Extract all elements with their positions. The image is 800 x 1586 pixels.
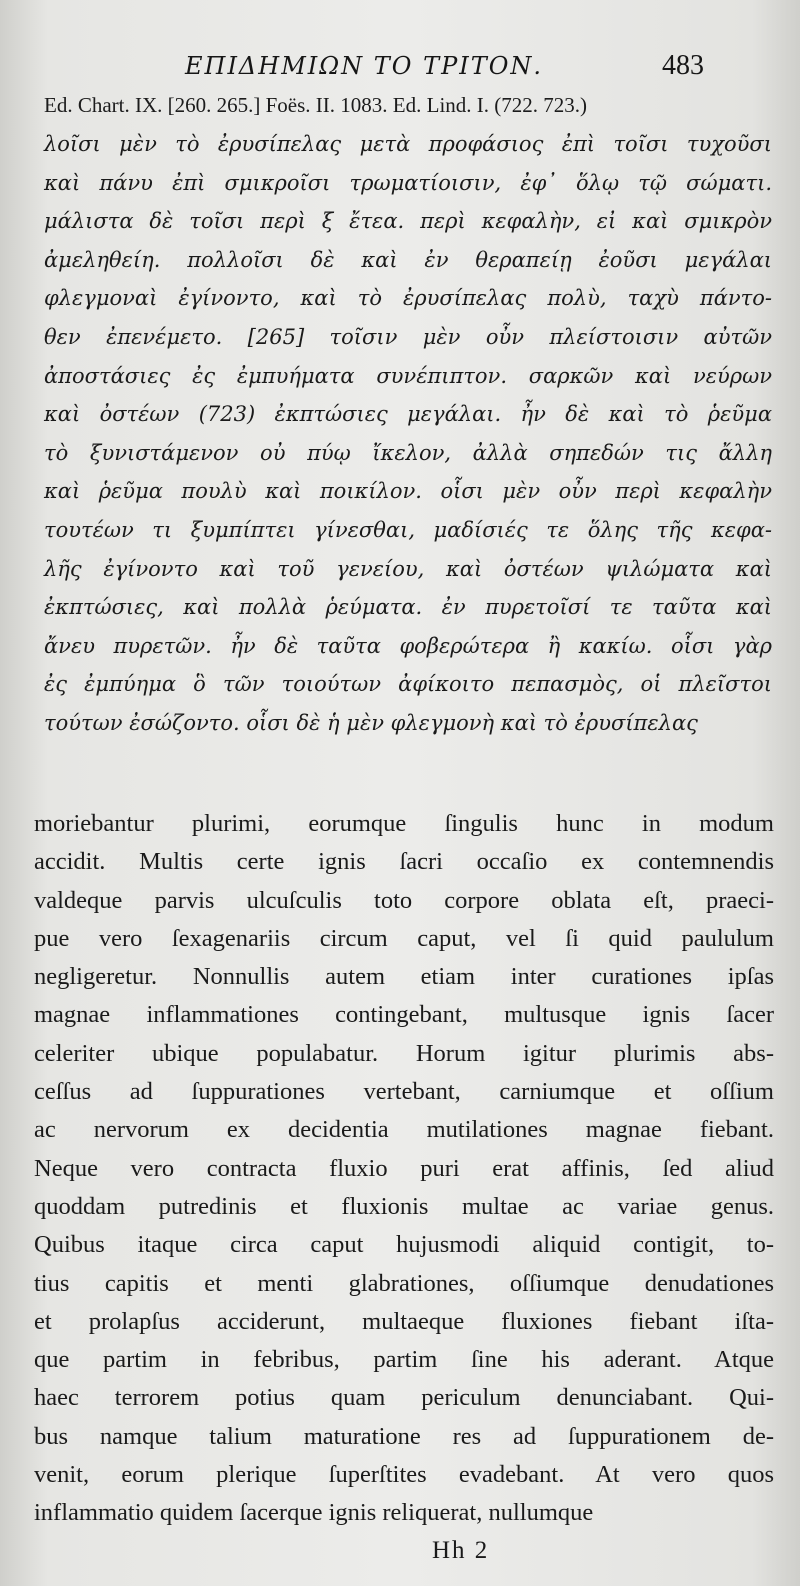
latin-text-line: pue vero ſexagenariis circum caput, vel ſi quid paululum [34,924,774,952]
latin-text-block [34,805,774,1533]
latin-text-line: Quibus itaque circa caput hujusmodi aliquid contigit, to- [34,1231,774,1259]
latin-text-line: ceſſus ad ſuppurationes vertebant, carniumque et oſſium [34,1078,774,1106]
latin-text-line: quoddam putredinis et fluxionis multae ac variae genus. [34,1192,774,1220]
latin-text-line: valdeque parvis ulcuſculis toto corpore oblata eſt, praeci- [34,886,774,914]
latin-text-line: accidit. Multis certe ignis ſacri occaſio ex contemnendis [34,848,774,876]
greek-text-line: λῆς ἐγίνοντο καὶ τοῦ γενείου, καὶ ὀστέων ψιλώματα καὶ [44,556,772,581]
latin-text-line: venit, eorum plerique ſuperſtites evadebant. At vero quos [34,1461,774,1489]
latin-text-line: Neque vero contracta fluxio puri erat affinis, ſed aliud [34,1154,774,1182]
greek-text-line: ἐκπτώσιες, καὶ πολλὰ ῥεύματα. ἐν πυρετοῖσί τε ταῦτα καὶ [44,595,772,620]
greek-text-line: καὶ πάνυ ἐπὶ σμικροῖσι τρωματίοισιν, ἐφ᾽ ὅλῳ τῷ σώματι. [44,170,772,195]
greek-text-line: λοῖσι μὲν τὸ ἐρυσίπελας μετὰ προφάσιος ἐπὶ τοῖσι τυχοῦσι [44,132,772,156]
latin-text-line: tius capitis et menti glabrationes, oſſiumque denudationes [34,1269,774,1297]
greek-text-line: τὸ ξυνιστάμενον οὐ πύῳ ἴκελον, ἀλλὰ σηπεδών τις ἄλλη [44,440,772,465]
latin-text-line: celeriter ubique populabatur. Horum igitur plurimis abs- [34,1039,774,1067]
greek-text-line: ἀμεληθείη. πολλοῖσι δὲ καὶ ἐν θεραπείῃ ἐοῦσι μεγάλαι [44,247,772,272]
latin-text-line: negligeretur. Nonnullis autem etiam inter curationes ipſas [34,963,774,991]
latin-text-line: et prolapſus acciderunt, multaeque fluxiones fiebant iſta- [34,1307,774,1335]
latin-text-line: bus namque talium maturatione res ad ſuppurationem de- [34,1422,774,1450]
greek-text-block [44,125,772,743]
signature-mark: Hh 2 [432,1537,490,1564]
edition-references: Ed. Chart. IX. [260. 265.] Foës. II. 1083. Ed. Lind. I. (722. 723.) [44,93,588,117]
page-number: 483 [662,50,704,81]
latin-text-line: moriebantur plurimi, eorumque ſingulis hunc in modum [34,810,774,837]
latin-text-line: haec terrorem potius quam periculum denunciabant. Qui- [34,1384,774,1412]
latin-text-line: que partim in febribus, partim ſine his aderant. Atque [34,1346,774,1374]
latin-text-line: magnae inflammationes contingebant, multusque ignis ſacer [34,1001,774,1029]
page-header [0,52,800,92]
greek-text-line: φλεγμοναὶ ἐγίνοντο, καὶ τὸ ἐρυσίπελας πολὺ, ταχὺ πάντο- [44,286,772,311]
greek-text-line: ἄνευ πυρετῶν. ἦν δὲ ταῦτα φοβερώτερα ἢ κακίω. οἷσι γὰρ [44,633,772,658]
greek-text-line: καὶ ὀστέων (723) ἐκπτώσιες μεγάλαι. ἦν δὲ καὶ τὸ ῥεῦμα [44,402,772,427]
greek-text-line: ἀποστάσιες ἐς ἐμπυήματα συνέπιπτον. σαρκῶν καὶ νεύρων [44,363,772,388]
latin-text-line: ac nervorum ex decidentia mutilationes magnae fiebant. [34,1116,774,1144]
greek-text-line: τουτέων τι ξυμπίπτει γίνεσθαι, μαδίσιές τε ὅλης τῆς κεφα- [44,517,772,542]
greek-text-line: καὶ ῥεῦμα πουλὺ καὶ ποικίλον. οἷσι μὲν οὖν περὶ κεφαλὴν [44,479,772,504]
greek-text-line: θεν ἐπενέμετο. [265] τοῖσιν μὲν οὖν πλείστοισιν αὐτῶν [44,324,772,349]
greek-text-line: μάλιστα δὲ τοῖσι περὶ ξ ἔτεα. περὶ κεφαλὴν, εἰ καὶ σμικρὸν [44,209,772,234]
running-title: ΕΠΙΔΗΜΙΩΝ ΤΟ ΤΡΙΤΟΝ. [185,52,544,80]
greek-text-line: ἐς ἐμπύημα ὃ τῶν τοιούτων ἀφίκοιτο πεπασμὸς, οἱ πλεῖστοι [44,672,772,697]
greek-text-line: τούτων ἐσώζοντο. οἷσι δὲ ἡ μὲν φλεγμονὴ καὶ τὸ ἐρυσίπελας [44,710,698,735]
latin-text-line: inflammatio quidem ſacerque ignis reliquerat, nullumque [34,1499,594,1527]
